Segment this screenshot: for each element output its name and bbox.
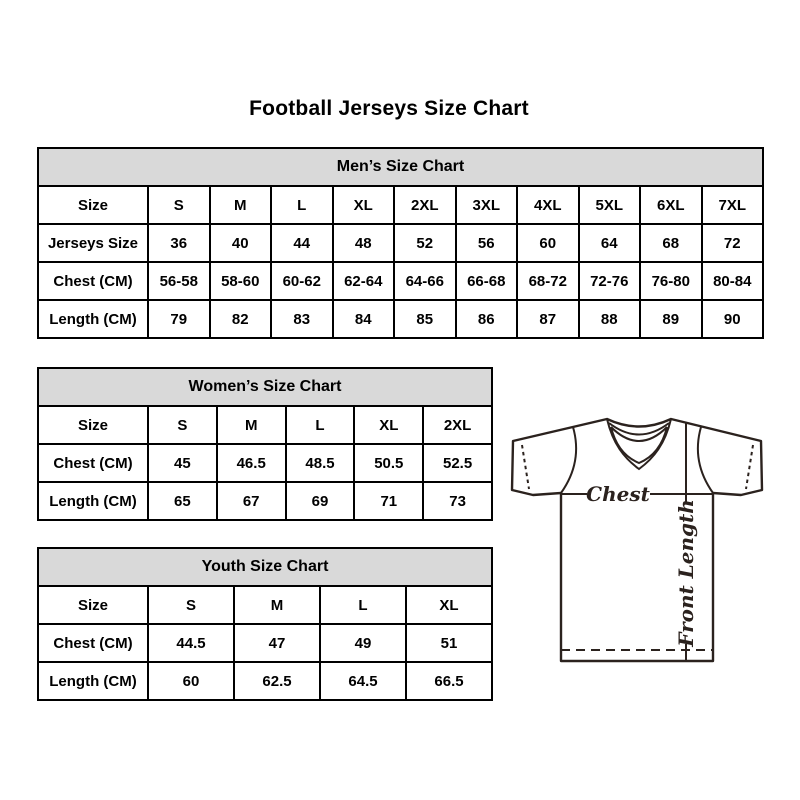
size-value-cell: 58-60 xyxy=(210,262,272,300)
jersey-measurement-diagram xyxy=(503,396,773,676)
womens-size-chart-table xyxy=(37,367,493,521)
size-value-cell: 79 xyxy=(148,300,210,338)
size-value-cell: 68 xyxy=(640,224,702,262)
front-length-measure-label: Front Length xyxy=(674,499,698,647)
size-column-header: 3XL xyxy=(456,186,518,224)
table-row xyxy=(38,662,492,700)
size-value-cell: 72-76 xyxy=(579,262,641,300)
size-column-header: XL xyxy=(354,406,423,444)
size-value-cell: 52 xyxy=(394,224,456,262)
size-column-header: 7XL xyxy=(702,186,764,224)
size-value-cell: 85 xyxy=(394,300,456,338)
size-column-header: 2XL xyxy=(423,406,492,444)
page-title: Football Jerseys Size Chart xyxy=(249,97,529,120)
size-value-cell: 88 xyxy=(579,300,641,338)
size-value-cell: 45 xyxy=(148,444,217,482)
size-value-cell: 64 xyxy=(579,224,641,262)
table-row xyxy=(38,482,492,520)
size-column-header: S xyxy=(148,406,217,444)
mens-size-chart-table xyxy=(37,147,764,339)
size-value-cell: 87 xyxy=(517,300,579,338)
row-label: Chest (CM) xyxy=(38,262,148,300)
size-value-cell: 86 xyxy=(456,300,518,338)
size-value-cell: 44.5 xyxy=(148,624,234,662)
size-header-row xyxy=(38,586,492,624)
row-label-header: Size xyxy=(38,586,148,624)
size-value-cell: 49 xyxy=(320,624,406,662)
size-value-cell: 60-62 xyxy=(271,262,333,300)
table-title: Youth Size Chart xyxy=(38,548,492,586)
size-value-cell: 47 xyxy=(234,624,320,662)
row-label: Length (CM) xyxy=(38,482,148,520)
size-value-cell: 62-64 xyxy=(333,262,395,300)
youth-size-chart-table xyxy=(37,547,493,701)
table-row xyxy=(38,624,492,662)
table-row xyxy=(38,444,492,482)
table-title-row xyxy=(38,148,763,186)
table-title-row xyxy=(38,548,492,586)
size-value-cell: 56-58 xyxy=(148,262,210,300)
table-row xyxy=(38,262,763,300)
size-value-cell: 68-72 xyxy=(517,262,579,300)
row-label: Jerseys Size xyxy=(38,224,148,262)
size-value-cell: 50.5 xyxy=(354,444,423,482)
size-value-cell: 66-68 xyxy=(456,262,518,300)
jersey-outline xyxy=(512,419,762,661)
table-title: Men’s Size Chart xyxy=(38,148,763,186)
size-column-header: L xyxy=(286,406,355,444)
size-value-cell: 90 xyxy=(702,300,764,338)
size-column-header: 2XL xyxy=(394,186,456,224)
size-column-header: 5XL xyxy=(579,186,641,224)
size-value-cell: 67 xyxy=(217,482,286,520)
size-value-cell: 52.5 xyxy=(423,444,492,482)
size-column-header: XL xyxy=(333,186,395,224)
size-value-cell: 64-66 xyxy=(394,262,456,300)
size-value-cell: 40 xyxy=(210,224,272,262)
size-column-header: S xyxy=(148,586,234,624)
table-row xyxy=(38,224,763,262)
row-label: Chest (CM) xyxy=(38,444,148,482)
size-value-cell: 56 xyxy=(456,224,518,262)
size-value-cell: 65 xyxy=(148,482,217,520)
table-title-row xyxy=(38,368,492,406)
size-column-header: 4XL xyxy=(517,186,579,224)
size-value-cell: 66.5 xyxy=(406,662,492,700)
size-column-header: L xyxy=(320,586,406,624)
size-column-header: 6XL xyxy=(640,186,702,224)
size-header-row xyxy=(38,406,492,444)
size-column-header: M xyxy=(210,186,272,224)
size-value-cell: 60 xyxy=(148,662,234,700)
size-value-cell: 73 xyxy=(423,482,492,520)
size-value-cell: 80-84 xyxy=(702,262,764,300)
size-header-row xyxy=(38,186,763,224)
size-value-cell: 62.5 xyxy=(234,662,320,700)
row-label-header: Size xyxy=(38,406,148,444)
size-column-header: M xyxy=(217,406,286,444)
size-value-cell: 71 xyxy=(354,482,423,520)
size-value-cell: 69 xyxy=(286,482,355,520)
size-value-cell: 84 xyxy=(333,300,395,338)
size-value-cell: 83 xyxy=(271,300,333,338)
size-value-cell: 46.5 xyxy=(217,444,286,482)
row-label: Length (CM) xyxy=(38,662,148,700)
size-value-cell: 44 xyxy=(271,224,333,262)
size-column-header: S xyxy=(148,186,210,224)
size-value-cell: 48.5 xyxy=(286,444,355,482)
size-value-cell: 82 xyxy=(210,300,272,338)
size-value-cell: 72 xyxy=(702,224,764,262)
size-value-cell: 60 xyxy=(517,224,579,262)
size-value-cell: 36 xyxy=(148,224,210,262)
table-title: Women’s Size Chart xyxy=(38,368,492,406)
size-value-cell: 51 xyxy=(406,624,492,662)
size-value-cell: 89 xyxy=(640,300,702,338)
size-column-header: L xyxy=(271,186,333,224)
size-value-cell: 48 xyxy=(333,224,395,262)
size-column-header: XL xyxy=(406,586,492,624)
row-label: Chest (CM) xyxy=(38,624,148,662)
size-value-cell: 76-80 xyxy=(640,262,702,300)
table-row xyxy=(38,300,763,338)
size-value-cell: 64.5 xyxy=(320,662,406,700)
row-label-header: Size xyxy=(38,186,148,224)
chest-measure-label: Chest xyxy=(586,482,650,506)
size-column-header: M xyxy=(234,586,320,624)
row-label: Length (CM) xyxy=(38,300,148,338)
